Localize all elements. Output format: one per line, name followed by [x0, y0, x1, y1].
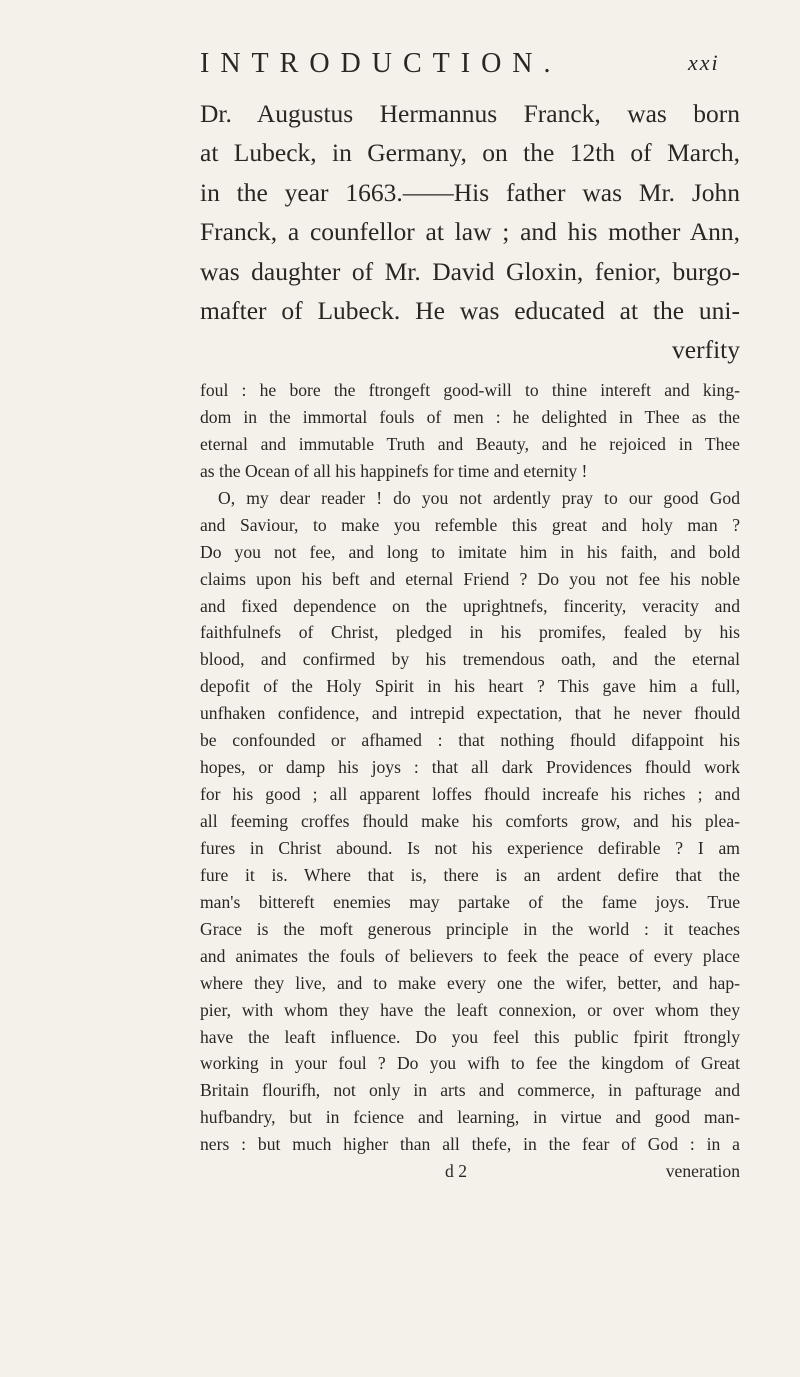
text-line: Franck, a counfellor at law ; and his mother Ann, — [200, 217, 740, 247]
text-line: mafter of Lubeck. He was educated at the uni- — [200, 295, 740, 325]
text-line: man's bittereft enemies may partake of the fame joys. True — [200, 891, 740, 912]
text-line: dom in the immortal fouls of men : he delighted in Thee as the — [200, 406, 740, 427]
text-line: and animates the fouls of believers to feek the peace of every place — [200, 945, 740, 966]
text-line: have the leaft influence. Do you feel this public fpirit ftrongly — [200, 1026, 740, 1047]
text-line: faithfulnefs of Christ, pledged in his promifes, fealed by his — [200, 622, 740, 643]
page-number: xxi — [688, 50, 720, 75]
catchword: veneration — [665, 1161, 740, 1182]
text-line: blood, and confirmed by his tremendous oath, and the eternal — [200, 649, 740, 670]
text-line: Britain flourifh, not only in arts and commerce, in pafturage and — [200, 1080, 740, 1101]
text-line: depofit of the Holy Spirit in his heart ? This gave him a full, — [200, 676, 740, 697]
text-line: Grace is the moft generous principle in the world : it teaches — [200, 918, 740, 939]
text-line: eternal and immutable Truth and Beauty, and he rejoiced in Thee — [200, 433, 740, 454]
text-line: unfhaken confidence, and intrepid expectation, that he never fhould — [200, 703, 740, 724]
text-line: and Saviour, to make you refemble this great and holy man ? — [200, 514, 740, 535]
text-line: was daughter of Mr. David Gloxin, fenior, burgo- — [200, 256, 740, 286]
signature-mark: d 2 — [445, 1161, 467, 1182]
text-line: be confounded or afhamed : that nothing fhould difappoint his — [200, 730, 740, 751]
text-line: fures in Christ abound. Is not his experience defirable ? I am — [200, 837, 740, 858]
text-line: fure it is. Where that is, there is an ardent defire that the — [200, 864, 740, 885]
running-title: INTRODUCTION. — [200, 48, 562, 79]
text-line: hopes, or damp his joys : that all dark Providences fhould work — [200, 757, 740, 778]
text-line: working in your foul ? Do you wifh to fee the kingdom of Great — [200, 1053, 740, 1074]
text-line: pier, with whom they have the leaft connexion, or over whom they — [200, 999, 740, 1020]
text-line: claims upon his beft and eternal Friend ? Do you not fee his noble — [200, 568, 740, 589]
text-line: hufbandry, but in fcience and learning, in virtue and good man- — [200, 1107, 740, 1128]
text-line: ners : but much higher than all thefe, in the fear of God : in a — [200, 1134, 740, 1155]
text-line: Dr. Augustus Hermannus Franck, was born — [200, 99, 740, 128]
text-line: verfity — [672, 335, 740, 365]
text-line: as the Ocean of all his happinefs for time and eternity ! — [200, 460, 588, 481]
text-line: for his good ; all apparent loffes fhould increafe his riches ; and — [200, 784, 740, 805]
text-line: at Lubeck, in Germany, on the 12th of March, — [200, 138, 740, 168]
text-line: Do you not fee, and long to imitate him in his faith, and bold — [200, 541, 740, 562]
text-line: and fixed dependence on the uprightnefs, fincerity, veracity and — [200, 595, 740, 616]
text-line: foul : he bore the ftrongeft good-will to thine intereft and king- — [200, 380, 740, 400]
continuation-text — [200, 377, 740, 1185]
text-line: all feeming croffes fhould make his comforts grow, and his plea- — [200, 811, 740, 831]
text-line: where they live, and to make every one the wifer, better, and hap- — [200, 972, 740, 993]
introduction-paragraph — [200, 94, 740, 370]
page-footer-line — [200, 1158, 740, 1185]
text-line: O, my dear reader ! do you not ardently pray to our good God — [218, 487, 740, 508]
text-line: in the year 1663.——His father was Mr. John — [200, 177, 740, 207]
